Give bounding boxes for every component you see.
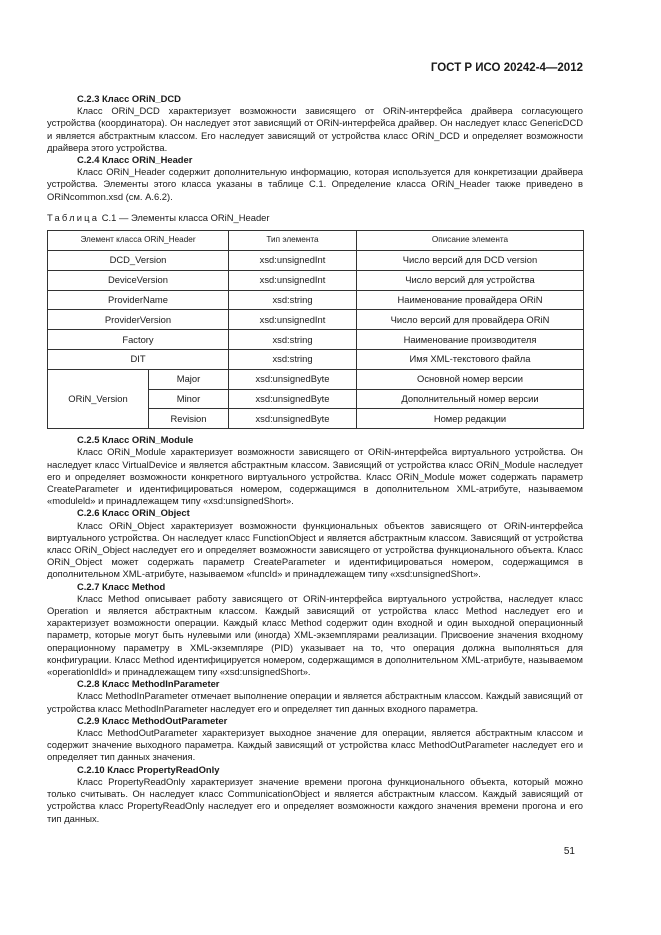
section-title: C.2.9 Класс MethodOutParameter [77, 714, 228, 726]
sections-bottom [47, 434, 583, 825]
cell-element: DeviceVersion [48, 270, 229, 290]
section-paragraph: Класс ORiN_Module характеризует возможности зависящего от ORiN-интерфейса виртуального устройства. Он наследует класс VirtualDevice и является абстрактным классом. Зависящий от устройства класс ORiN_Module наследует его и определяет возможности конкретного виртуального устройства. Класс ORiN_Module может содержать параметр CreateParameter и идентифицироваться номером, содержащимся в дополнительном XML-атрибуте, называемом «moduleld» и принадлежащем типу «xsd:unsignedShort». [47, 446, 583, 507]
section-paragraph: Класс ORiN_DCD характеризует возможности зависящего от ORiN-интерфейса драйвера согласующего устройства (координатора). Он наследует этот зависящий от ORiN-интерфейса драйвер. Он наследует класс GenericDCD и является абстрактным классом. Его наследует зависящий от устройства класс ORiN_DCD и определяет возможности драйвера этого устройства. [47, 105, 583, 153]
table-row [48, 290, 584, 310]
section-title: C.2.8 Класс MethodInParameter [77, 678, 220, 690]
section-title: C.2.3 Класс ORiN_DCD [77, 93, 181, 104]
cell-element: ProviderName [48, 290, 229, 310]
section-paragraph: Класс Method описывает работу зависящего от ORiN-интерфейса виртуального устройства, наследует класс Operation и является абстрактным классом. Каждый зависящий от устройства класс Method наследует его и характеризует возможности операции. Каждый класс Method содержит один входной и один выходной операционный параметр, которые могут быть нулевыми или (иногда) XML-экземплярами реализации. Присвоение значения входному операционному параметру в XML-экземпляре (PID) указывает на то, что операция должна выполняться для конфигурации. Класс Method идентифицируется номером, содержащимся в дополнительном XML-атрибуте, называемом «operationIdId» и принадлежащем типу «xsd:unsignedShort». [47, 592, 583, 678]
table-row [48, 270, 584, 290]
table-row [48, 369, 584, 389]
section-paragraph: Класс PropertyReadOnly характеризует значение времени прогона функционального объекта, который можно только считывать. Он наследует класс CommunicationObject и является абстрактным классом. Каждый зависящий от устройства класс PropertyReadOnly наследует его и определяет возможности каждого значения времени прогона и его тип данных. [47, 775, 583, 824]
cell-description: Число версий для провайдера ORiN [357, 310, 584, 330]
cell-type: xsd:unsignedInt [229, 251, 357, 271]
cell-type: xsd:unsignedByte [229, 409, 357, 429]
table-caption-label: Таблица [47, 211, 100, 223]
cell-type: xsd:unsignedInt [229, 310, 357, 330]
table-caption [47, 212, 583, 224]
cell-element: DCD_Version [48, 251, 229, 271]
cell-element: ProviderVersion [48, 310, 229, 330]
header-element: Элемент класса ORiN_Header [48, 231, 229, 251]
cell-description: Имя XML-текстового файла [357, 350, 584, 370]
section-paragraph: Класс ORiN_Header содержит дополнительную информацию, которая используется для конкретизации драйвера устройства. Элементы этого класса указаны в таблице С.1. Определение класса ORiN_Header также приведено в ORiNcommon.xsd (см. A.6.2). [47, 166, 583, 202]
cell-description: Номер редакции [357, 409, 584, 429]
orin-header-table [47, 230, 584, 429]
section-title: C.2.7 Класс Method [77, 580, 166, 592]
document-id: ГОСТ Р ИСО 20242-4—2012 [430, 62, 583, 74]
section-title: C.2.4 Класс ORiN_Header [77, 154, 193, 166]
table-row [48, 350, 584, 370]
cell-group-label: ORiN_Version [48, 369, 149, 428]
page-number: 51 [563, 846, 575, 857]
cell-type: xsd:string [229, 290, 357, 310]
table-header-row [48, 231, 584, 251]
table-row [48, 310, 584, 330]
cell-subelement: Minor [149, 389, 229, 409]
cell-description: Основной номер версии [357, 369, 584, 389]
table-body [48, 251, 584, 429]
cell-subelement: Revision [149, 409, 229, 429]
cell-description: Дополнительный номер версии [357, 389, 584, 409]
table-row [48, 251, 584, 271]
section-paragraph: Класс MethodOutParameter характеризует выходное значение для операции, является абстрактным классом и содержит значение выходного параметра. Каждый зависящий от устройства класс MethodOutParameter наследует его и определяет тип данных значения. [47, 727, 583, 763]
cell-subelement: Major [149, 369, 229, 389]
cell-description: Наименование провайдера ORiN [357, 290, 584, 310]
cell-description: Число версий для устройства [357, 270, 584, 290]
cell-type: xsd:unsignedByte [229, 389, 357, 409]
cell-description: Число версий для DCD version [357, 251, 584, 271]
sections-top [47, 93, 583, 203]
cell-type: xsd:string [229, 330, 357, 350]
section-title: C.2.6 Класс ORiN_Object [77, 507, 190, 519]
section-title: C.2.5 Класс ORiN_Module [77, 434, 194, 446]
cell-type: xsd:string [229, 350, 357, 370]
table-row [48, 330, 584, 350]
cell-description: Наименование производителя [357, 330, 584, 350]
section-title: C.2.10 Класс PropertyReadOnly [77, 763, 220, 775]
table-caption-text: С.1 — Элементы класса ORiN_Header [101, 211, 270, 223]
cell-element: DIT [48, 350, 229, 370]
cell-element: Factory [48, 330, 229, 350]
section-paragraph: Класс ORiN_Object характеризует возможности функциональных объектов зависящего от ORiN-интерфейса виртуального устройства. Он наследует класс FunctionObject и является абстрактным классом. Зависящий от устройства класс ORiN_Object наследует его и определяет возможности зависящего от устройства функционального объекта. Класс ORiN_Object может содержать параметр CreateParameter и идентифицироваться номером, содержащимся в дополнительном XML-атрибуте, называемом «funcId» и принадлежащем типу «xsd:unsignedShort». [47, 519, 583, 580]
page-content [47, 93, 583, 825]
header-type: Тип элемента [229, 231, 357, 251]
section-paragraph: Класс MethodInParameter отмечает выполнение операции и является абстрактным классом. Каждый зависящий от устройства класс MethodInParameter наследует его и определяет тип данных входного параметра. [47, 690, 583, 714]
cell-type: xsd:unsignedByte [229, 369, 357, 389]
cell-type: xsd:unsignedInt [229, 270, 357, 290]
header-description: Описание элемента [357, 231, 584, 251]
